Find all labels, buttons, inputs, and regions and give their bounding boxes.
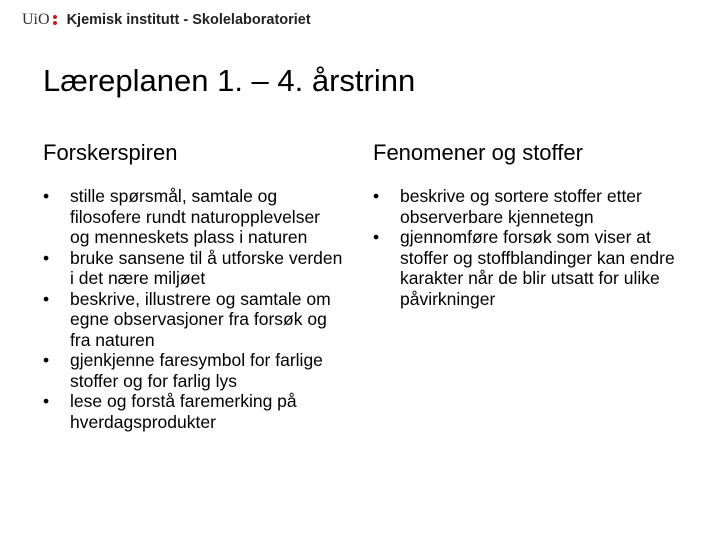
list-item: • stille spørsmål, samtale og filosofere rundt naturopplevelser og menneskets plass i naturen (43, 186, 343, 248)
right-column-heading: Fenomener og stoffer (373, 140, 583, 165)
list-item: • gjenkjenne faresymbol for farlige stoffer og for farlig lys (43, 350, 343, 391)
header (22, 8, 311, 32)
logo-dots-icon (53, 15, 57, 25)
right-bullet-list (373, 186, 703, 309)
slide-title: Læreplanen 1. – 4. årstrinn (43, 63, 416, 98)
list-item: • lese og forstå faremerking på hverdagsprodukter (43, 391, 343, 432)
logo-text: UiO (22, 11, 50, 28)
uio-logo (22, 11, 67, 29)
left-column-heading: Forskerspiren (43, 140, 178, 165)
left-bullet-list (43, 186, 343, 432)
list-item: • beskrive og sortere stoffer etter observerbare kjennetegn (373, 186, 703, 227)
left-column (43, 140, 343, 432)
right-column (373, 140, 703, 309)
institution-name: Kjemisk institutt - Skolelaboratoriet (66, 12, 311, 28)
list-item: • beskrive, illustrere og samtale om egne observasjoner fra forsøk og fra naturen (43, 289, 343, 351)
list-item: • bruke sansene til å utforske verden i det nære miljøet (43, 248, 343, 289)
list-item: • gjennomføre forsøk som viser at stoffer og stoffblandinger kan endre karakter når de blir utsatt for ulike påvirkninger (373, 227, 703, 309)
